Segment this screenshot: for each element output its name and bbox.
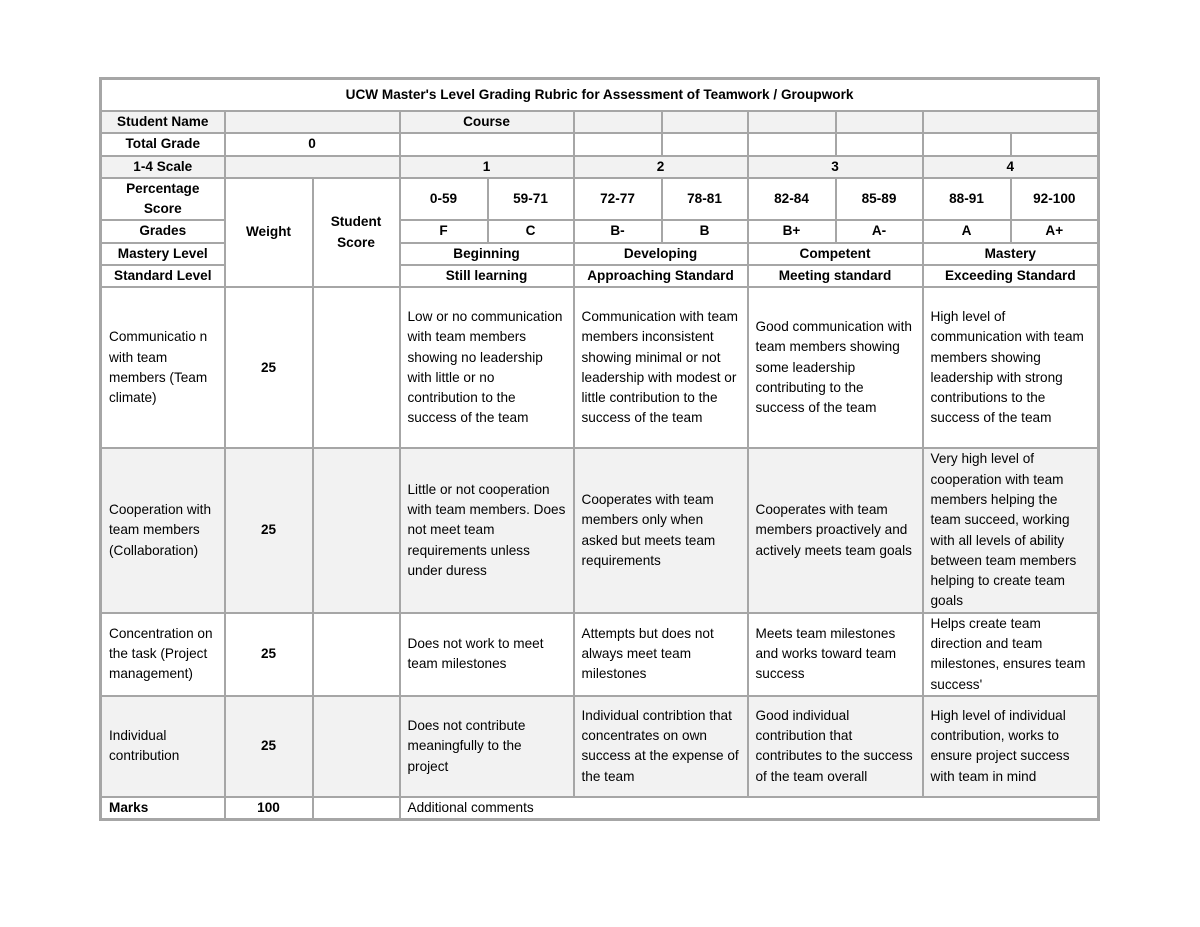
cell-blank bbox=[662, 111, 748, 133]
mastery-level-label: Mastery Level bbox=[101, 243, 225, 265]
scale-row bbox=[101, 156, 1099, 178]
criterion-description: Communication with team members inconsistent showing minimal or not leadership with modest or little contribution to the success of the team bbox=[574, 287, 748, 448]
student-name-label: Student Name bbox=[101, 111, 225, 133]
standard-level: Approaching Standard bbox=[574, 265, 748, 287]
percentage-range: 85-89 bbox=[836, 178, 923, 221]
criterion-weight: 25 bbox=[225, 448, 313, 612]
criterion-description: Does not work to meet team milestones bbox=[400, 613, 574, 696]
rubric-page bbox=[99, 77, 1100, 821]
criterion-description: Attempts but does not always meet team milestones bbox=[574, 613, 748, 696]
cell-blank bbox=[574, 133, 662, 155]
percentage-range: 88-91 bbox=[923, 178, 1011, 221]
marks-label: Marks bbox=[101, 797, 225, 820]
scale-label: 1-4 Scale bbox=[101, 156, 225, 178]
grade-letter: A- bbox=[836, 220, 923, 242]
criterion-description: High level of individual contribution, works to ensure project success with team in mind bbox=[923, 696, 1099, 797]
cell-blank bbox=[574, 111, 662, 133]
criterion-description: Little or not cooperation with team members. Does not meet team requirements unless under duress bbox=[400, 448, 574, 612]
criterion-student-score bbox=[313, 613, 400, 696]
criterion-description: Cooperates with team members proactively and actively meets team goals bbox=[748, 448, 923, 612]
grading-rubric-table bbox=[99, 77, 1100, 821]
percentage-score-label: Percentage Score bbox=[101, 178, 225, 221]
percentage-range: 78-81 bbox=[662, 178, 748, 221]
total-grade-label: Total Grade bbox=[101, 133, 225, 155]
criterion-row bbox=[101, 287, 1099, 448]
criterion-description: Meets team milestones and works toward team success bbox=[748, 613, 923, 696]
student-name-value bbox=[225, 111, 400, 133]
criterion-student-score bbox=[313, 287, 400, 448]
criterion-name: Cooperation with team members (Collaboration) bbox=[101, 448, 225, 612]
marks-total: 100 bbox=[225, 797, 313, 820]
percentage-range: 72-77 bbox=[574, 178, 662, 221]
criterion-row bbox=[101, 613, 1099, 696]
criterion-description: Helps create team direction and team milestones, ensures team success' bbox=[923, 613, 1099, 696]
criterion-description: Does not contribute meaningfully to the project bbox=[400, 696, 574, 797]
rubric-title: UCW Master's Level Grading Rubric for Assessment of Teamwork / Groupwork bbox=[101, 79, 1099, 112]
percentage-range: 92-100 bbox=[1011, 178, 1099, 221]
criterion-name: Communicatio n with team members (Team climate) bbox=[101, 287, 225, 448]
criterion-row bbox=[101, 696, 1099, 797]
total-grade-value: 0 bbox=[225, 133, 400, 155]
scale-value: 3 bbox=[748, 156, 923, 178]
scale-value: 2 bbox=[574, 156, 748, 178]
cell-blank bbox=[748, 133, 836, 155]
cell-blank bbox=[748, 111, 836, 133]
criterion-student-score bbox=[313, 696, 400, 797]
standard-level: Meeting standard bbox=[748, 265, 923, 287]
grade-letter: B- bbox=[574, 220, 662, 242]
mastery-level: Developing bbox=[574, 243, 748, 265]
criterion-description: Individual contribtion that concentrates on own success at the expense of the team bbox=[574, 696, 748, 797]
standard-level: Still learning bbox=[400, 265, 574, 287]
criterion-weight: 25 bbox=[225, 287, 313, 448]
grades-label: Grades bbox=[101, 220, 225, 242]
scale-value: 1 bbox=[400, 156, 574, 178]
criterion-name: Concentration on the task (Project management) bbox=[101, 613, 225, 696]
criterion-description: High level of communication with team members showing leadership with strong contributions to the success of the team bbox=[923, 287, 1099, 448]
criterion-name: Individual contribution bbox=[101, 696, 225, 797]
percentage-range: 0-59 bbox=[400, 178, 488, 221]
criterion-weight: 25 bbox=[225, 696, 313, 797]
cell-blank bbox=[225, 156, 400, 178]
criterion-description: Good individual contribution that contributes to the success of the team overall bbox=[748, 696, 923, 797]
grade-letter: C bbox=[488, 220, 574, 242]
mastery-level: Competent bbox=[748, 243, 923, 265]
cell-blank bbox=[1011, 133, 1099, 155]
grade-letter: B+ bbox=[748, 220, 836, 242]
student-name-row bbox=[101, 111, 1099, 133]
percentage-range: 82-84 bbox=[748, 178, 836, 221]
cell-blank bbox=[662, 133, 748, 155]
marks-student-score bbox=[313, 797, 400, 820]
standard-level: Exceeding Standard bbox=[923, 265, 1099, 287]
criterion-description: Very high level of cooperation with team members helping the team succeed, working with all levels of ability between team members helping to create team goals bbox=[923, 448, 1099, 612]
criterion-description: Cooperates with team members only when asked but meets team requirements bbox=[574, 448, 748, 612]
grade-letter: F bbox=[400, 220, 488, 242]
grade-letter: A+ bbox=[1011, 220, 1099, 242]
criterion-row bbox=[101, 448, 1099, 612]
criterion-description: Good communication with team members showing some leadership contributing to the success of the team bbox=[748, 287, 923, 448]
additional-comments: Additional comments bbox=[400, 797, 1099, 820]
grade-letter: B bbox=[662, 220, 748, 242]
student-score-header: Student Score bbox=[313, 178, 400, 287]
cell-blank bbox=[836, 133, 923, 155]
course-label: Course bbox=[400, 111, 574, 133]
mastery-level: Mastery bbox=[923, 243, 1099, 265]
criterion-description: Low or no communication with team members showing no leadership with little or no contribution to the success of the team bbox=[400, 287, 574, 448]
criterion-weight: 25 bbox=[225, 613, 313, 696]
weight-header: Weight bbox=[225, 178, 313, 287]
grade-letter: A bbox=[923, 220, 1011, 242]
cell-blank bbox=[400, 133, 574, 155]
cell-blank bbox=[836, 111, 923, 133]
mastery-level: Beginning bbox=[400, 243, 574, 265]
percentage-row bbox=[101, 178, 1099, 221]
percentage-range: 59-71 bbox=[488, 178, 574, 221]
standard-level-label: Standard Level bbox=[101, 265, 225, 287]
total-grade-row bbox=[101, 133, 1099, 155]
cell-blank bbox=[923, 133, 1011, 155]
cell-blank bbox=[923, 111, 1099, 133]
scale-value: 4 bbox=[923, 156, 1099, 178]
criterion-student-score bbox=[313, 448, 400, 612]
marks-row bbox=[101, 797, 1099, 820]
